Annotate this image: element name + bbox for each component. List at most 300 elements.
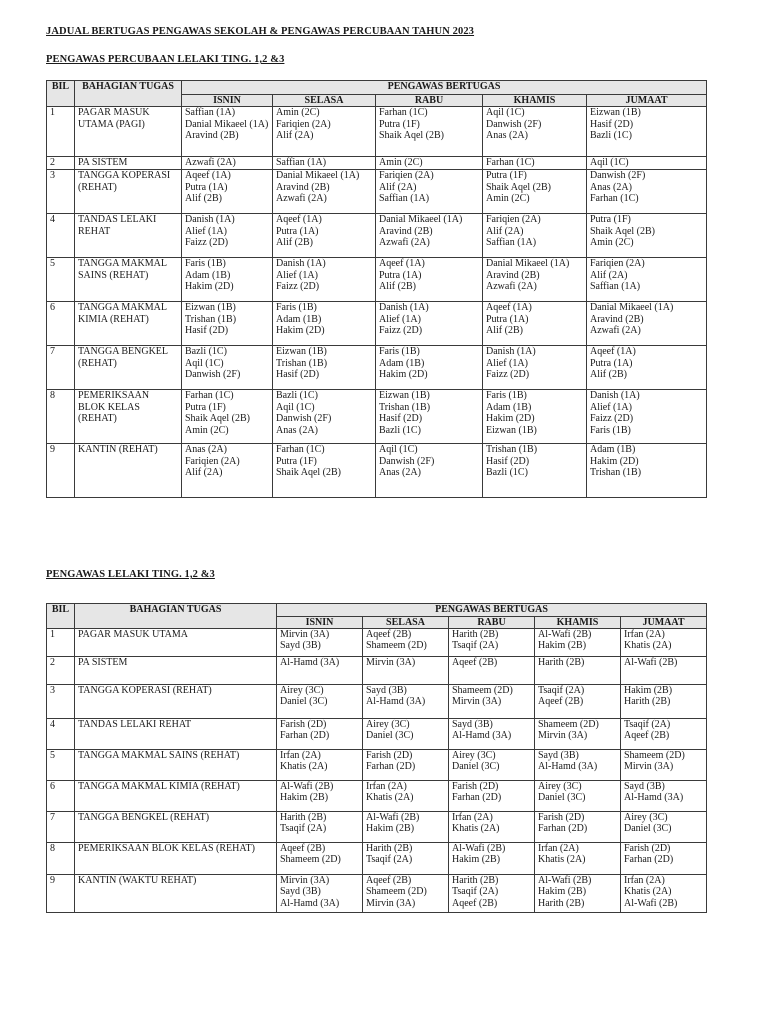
day-header-khamis: KHAMIS: [483, 95, 587, 107]
table-row: [47, 812, 707, 843]
prefect-name: Aqil (1C): [486, 107, 525, 118]
prefect-name: Alif (2B): [185, 193, 222, 205]
duty-cell-khamis: [483, 346, 587, 390]
prefect-name: Al-Hamd (3A): [624, 792, 684, 804]
prefect-name: Al-Hamd (3A): [538, 761, 598, 773]
prefect-name: Tsaqif (2A): [452, 886, 499, 898]
prefect-name: Fariqien (2A): [486, 214, 541, 225]
prefect-name: Putra (1A): [590, 357, 633, 369]
col-pengawas-header: PENGAWAS BERTUGAS: [277, 604, 707, 617]
prefect-name: Adam (1B): [486, 401, 532, 413]
prefect-name: Aravind (2B): [379, 225, 433, 237]
prefect-name: Aqeef (1A): [185, 170, 231, 181]
prefect-name: Airey (3C): [624, 812, 668, 824]
prefect-name: Shameem (2D): [366, 886, 427, 898]
prefect-name: Danial Mikaeel (1A): [185, 118, 269, 130]
prefect-name: Alief (1A): [590, 401, 632, 413]
prefect-name: Eizwan (1B): [185, 302, 236, 313]
prefect-name: Hakim (2D): [379, 369, 428, 381]
prefect-name: Amin (2C): [590, 237, 634, 249]
prefect-name: Putra (1A): [185, 181, 228, 193]
duty-area: TANGGA MAKMAL SAINS (REHAT): [75, 750, 277, 781]
duty-cell-selasa: [363, 719, 449, 750]
prefect-name: Mirvin (3A): [366, 657, 416, 669]
prefect-name: Danial Mikaeel (1A): [379, 214, 463, 225]
prefect-name: Tsaqif (2A): [452, 640, 499, 652]
prefect-name: Hasif (2D): [590, 118, 634, 130]
prefect-name: Saffian (1A): [185, 107, 236, 118]
prefect-name: Aqeef (2B): [452, 897, 498, 909]
prefect-name: Aqeef (1A): [590, 346, 636, 357]
prefect-name: Hakim (2B): [452, 854, 501, 866]
prefect-name: Hakim (2B): [538, 886, 587, 898]
duty-cell-selasa: [273, 107, 376, 157]
prefect-name: Irfan (2A): [624, 629, 665, 641]
prefect-name: Anas (2A): [486, 130, 528, 142]
prefect-name: Alif (2A): [486, 225, 524, 237]
prefect-name: Aqeef (2B): [624, 730, 670, 742]
duty-cell-jumaat: [587, 444, 707, 498]
prefect-name: Fariqien (2A): [379, 170, 434, 181]
duty-cell-rabu: [449, 781, 535, 812]
duty-cell-jumaat: [587, 214, 707, 258]
day-header-jumaat: JUMAAT: [621, 617, 707, 629]
table-row: [47, 657, 707, 685]
table-row: [47, 843, 707, 875]
prefect-name: Hakim (2B): [280, 792, 329, 804]
prefect-name: Al-Wafi (2B): [280, 781, 334, 793]
row-number: 6: [47, 302, 75, 346]
prefect-name: Bazli (1C): [590, 130, 632, 142]
prefect-name: Shaik Aqel (2B): [185, 413, 250, 425]
prefect-name: Danwish (2F): [486, 118, 542, 130]
duty-cell-khamis: [483, 170, 587, 214]
table-row: [47, 214, 707, 258]
prefect-name: Shaik Aqel (2B): [276, 467, 341, 479]
duty-area: PEMERIKSAAN BLOK KELAS (REHAT): [75, 390, 182, 444]
day-header-isnin: ISNIN: [182, 95, 273, 107]
prefect-name: Anas (2A): [379, 467, 421, 479]
duty-cell-rabu: [376, 157, 483, 170]
prefect-name: Hakim (2B): [624, 685, 673, 697]
duty-cell-rabu: [376, 214, 483, 258]
prefect-name: Daniel (3C): [280, 696, 328, 708]
prefect-name: Eizwan (1B): [590, 107, 641, 118]
prefect-name: Farish (2D): [366, 750, 413, 762]
duty-cell-jumaat: [621, 750, 707, 781]
prefect-name: Saffian (1A): [379, 193, 430, 205]
prefect-name: Trishan (1B): [276, 357, 328, 369]
prefect-name: Putra (1F): [590, 214, 631, 225]
prefect-name: Danial Mikaeel (1A): [276, 170, 360, 181]
prefect-name: Sayd (3B): [280, 640, 321, 652]
duty-area: TANGGA KOPERASI (REHAT): [75, 170, 182, 214]
table-row: [47, 444, 707, 498]
prefect-name: Alif (2A): [276, 130, 314, 142]
prefect-name: Shameem (2D): [366, 640, 427, 652]
duty-cell-khamis: [483, 258, 587, 302]
prefect-name: Airey (3C): [280, 685, 324, 697]
table-row: [47, 629, 707, 657]
prefect-name: Al-Hamd (3A): [366, 696, 426, 708]
duty-cell-rabu: [376, 170, 483, 214]
prefect-name: Alif (2A): [185, 467, 223, 479]
prefect-name: Al-Wafi (2B): [624, 657, 678, 669]
prefect-name: Eizwan (1B): [276, 346, 327, 357]
duty-cell-khamis: [483, 390, 587, 444]
prefect-name: Alif (2A): [379, 181, 417, 193]
duty-cell-isnin: [277, 750, 363, 781]
col-bil-header: BIL: [47, 81, 75, 107]
duty-cell-khamis: [535, 629, 621, 657]
prefect-name: Alif (2A): [590, 269, 628, 281]
prefect-name: Harith (2B): [366, 843, 413, 855]
prefect-name: Khatis (2A): [624, 886, 672, 898]
duty-area: PAGAR MASUK UTAMA: [75, 629, 277, 657]
duty-area: TANGGA BENGKEL (REHAT): [75, 812, 277, 843]
row-number: 5: [47, 258, 75, 302]
prefect-name: Bazli (1C): [379, 424, 421, 436]
duty-area: TANGGA MAKMAL KIMIA (REHAT): [75, 302, 182, 346]
prefect-name: Alif (2B): [379, 281, 416, 293]
duty-area: TANGGA BENGKEL (REHAT): [75, 346, 182, 390]
duty-cell-selasa: [363, 685, 449, 719]
prefect-name: Harith (2B): [280, 812, 327, 824]
duty-area: PA SISTEM: [75, 157, 182, 170]
duty-cell-khamis: [535, 719, 621, 750]
day-header-selasa: SELASA: [273, 95, 376, 107]
duty-area: TANGGA MAKMAL KIMIA (REHAT): [75, 781, 277, 812]
prefect-name: Putra (1F): [185, 401, 226, 413]
prefect-name: Shameem (2D): [452, 685, 513, 697]
prefect-name: Alief (1A): [185, 225, 227, 237]
prefect-name: Tsaqif (2A): [280, 823, 327, 835]
prefect-name: Trishan (1B): [185, 313, 237, 325]
duty-cell-isnin: [277, 875, 363, 913]
prefect-name: Farhan (2D): [452, 792, 502, 804]
duty-cell-rabu: [449, 629, 535, 657]
duty-cell-selasa: [363, 657, 449, 685]
prefect-name: Putra (1F): [379, 118, 420, 130]
prefect-name: Sayd (3B): [538, 750, 579, 762]
duty-area: PA SISTEM: [75, 657, 277, 685]
prefect-name: Bazli (1C): [276, 390, 318, 401]
prefect-name: Azwafi (2A): [590, 325, 641, 337]
duty-cell-selasa: [273, 346, 376, 390]
prefect-name: Daniel (3C): [624, 823, 672, 835]
duty-cell-khamis: [535, 781, 621, 812]
duty-cell-isnin: [277, 719, 363, 750]
prefect-name: Danial Mikaeel (1A): [486, 258, 570, 269]
prefect-name: Khatis (2A): [538, 854, 586, 866]
duty-cell-isnin: [277, 843, 363, 875]
prefect-name: Danwish (2F): [379, 455, 435, 467]
prefect-name: Fariqien (2A): [185, 455, 240, 467]
prefect-name: Daniel (3C): [538, 792, 586, 804]
duty-cell-jumaat: [621, 875, 707, 913]
prefect-name: Hakim (2D): [185, 281, 234, 293]
row-number: 2: [47, 657, 75, 685]
duty-cell-isnin: [182, 214, 273, 258]
duty-cell-isnin: [182, 170, 273, 214]
prefect-name: Adam (1B): [379, 357, 425, 369]
duty-cell-jumaat: [587, 258, 707, 302]
prefect-name: Shaik Aqel (2B): [486, 181, 551, 193]
prefect-name: Irfan (2A): [452, 812, 493, 824]
prefect-name: Anas (2A): [590, 181, 632, 193]
prefect-name: Danish (1A): [590, 390, 640, 401]
row-number: 9: [47, 875, 75, 913]
prefect-name: Anas (2A): [185, 444, 227, 455]
prefect-name: Harith (2B): [452, 629, 499, 641]
duty-cell-khamis: [483, 214, 587, 258]
prefect-name: Amin (2C): [185, 424, 229, 436]
duty-cell-khamis: [535, 657, 621, 685]
duty-area: PEMERIKSAAN BLOK KELAS (REHAT): [75, 843, 277, 875]
duty-cell-jumaat: [587, 157, 707, 170]
prefect-name: Danwish (2F): [185, 369, 241, 381]
prefect-name: Farish (2D): [452, 781, 499, 793]
prefect-name: Saffian (1A): [276, 157, 327, 168]
prefect-name: Shaik Aqel (2B): [379, 130, 444, 142]
row-number: 1: [47, 107, 75, 157]
duty-cell-rabu: [376, 107, 483, 157]
duty-cell-jumaat: [621, 629, 707, 657]
prefect-name: Farhan (2D): [538, 823, 588, 835]
prefect-name: Bazli (1C): [185, 346, 227, 357]
duty-cell-rabu: [449, 843, 535, 875]
prefect-name: Aqeef (2B): [366, 629, 412, 641]
prefect-name: Farish (2D): [624, 843, 671, 855]
prefect-name: Irfan (2A): [624, 875, 665, 887]
table-row: [47, 875, 707, 913]
duty-cell-rabu: [376, 444, 483, 498]
prefect-name: Faris (1B): [185, 258, 226, 269]
prefect-name: Aqil (1C): [185, 357, 224, 369]
table-row: [47, 107, 707, 157]
prefect-name: Trishan (1B): [590, 467, 642, 479]
pengawas-duty-table: [46, 603, 707, 913]
duty-cell-isnin: [277, 781, 363, 812]
prefect-name: Farhan (1C): [590, 193, 639, 205]
prefect-name: Airey (3C): [538, 781, 582, 793]
table-row: [47, 258, 707, 302]
table-row: [47, 157, 707, 170]
duty-cell-rabu: [449, 750, 535, 781]
duty-cell-isnin: [277, 812, 363, 843]
duty-area: TANGGA KOPERASI (REHAT): [75, 685, 277, 719]
prefect-name: Farish (2D): [280, 719, 327, 731]
percubaan-duty-table: [46, 80, 707, 498]
duty-cell-selasa: [273, 302, 376, 346]
prefect-name: Mirvin (3A): [452, 696, 502, 708]
row-number: 2: [47, 157, 75, 170]
col-bil-header: BIL: [47, 604, 75, 629]
prefect-name: Adam (1B): [276, 313, 322, 325]
prefect-name: Faris (1B): [379, 346, 420, 357]
duty-area: TANGGA MAKMAL SAINS (REHAT): [75, 258, 182, 302]
row-number: 8: [47, 390, 75, 444]
prefect-name: Airey (3C): [366, 719, 410, 731]
duty-cell-rabu: [449, 812, 535, 843]
table-row: [47, 750, 707, 781]
table-row: [47, 719, 707, 750]
prefect-name: Harith (2B): [452, 875, 499, 887]
duty-cell-jumaat: [621, 843, 707, 875]
prefect-name: Tsaqif (2A): [538, 685, 585, 697]
prefect-name: Aravind (2B): [486, 269, 540, 281]
prefect-name: Aqeef (1A): [486, 302, 532, 313]
prefect-name: Azwafi (2A): [185, 157, 236, 168]
duty-cell-selasa: [363, 843, 449, 875]
row-number: 1: [47, 629, 75, 657]
duty-cell-rabu: [449, 685, 535, 719]
prefect-name: Khatis (2A): [366, 792, 414, 804]
prefect-name: Fariqien (2A): [276, 118, 331, 130]
duty-cell-isnin: [277, 657, 363, 685]
duty-cell-selasa: [273, 258, 376, 302]
duty-area: TANDAS LELAKI REHAT: [75, 214, 182, 258]
prefect-name: Al-Wafi (2B): [366, 812, 420, 824]
prefect-name: Farhan (1C): [276, 444, 325, 455]
prefect-name: Harith (2B): [624, 696, 671, 708]
duty-cell-selasa: [273, 390, 376, 444]
prefect-name: Faizz (2D): [486, 369, 530, 381]
duty-area: KANTIN (REHAT): [75, 444, 182, 498]
duty-cell-jumaat: [621, 657, 707, 685]
prefect-name: Amin (2C): [486, 193, 530, 205]
prefect-name: Danish (1A): [185, 214, 235, 225]
prefect-name: Putra (1A): [486, 313, 529, 325]
row-number: 8: [47, 843, 75, 875]
prefect-name: Azwafi (2A): [379, 237, 430, 249]
duty-cell-khamis: [535, 750, 621, 781]
prefect-name: Eizwan (1B): [379, 390, 430, 401]
table-row: [47, 346, 707, 390]
duty-cell-jumaat: [587, 302, 707, 346]
prefect-name: Farhan (2D): [624, 854, 674, 866]
duty-cell-khamis: [483, 107, 587, 157]
prefect-name: Shameem (2D): [624, 750, 685, 762]
prefect-name: Hasif (2D): [486, 455, 530, 467]
prefect-name: Aqeef (2B): [280, 843, 326, 855]
prefect-name: Alif (2B): [590, 369, 627, 381]
prefect-name: Shameem (2D): [280, 854, 341, 866]
row-number: 4: [47, 214, 75, 258]
prefect-name: Adam (1B): [185, 269, 231, 281]
prefect-name: Aravind (2B): [276, 181, 330, 193]
table-row: [47, 781, 707, 812]
row-number: 6: [47, 781, 75, 812]
prefect-name: Trishan (1B): [486, 444, 538, 455]
prefect-name: Aqeef (1A): [379, 258, 425, 269]
duty-cell-khamis: [535, 843, 621, 875]
prefect-name: Khatis (2A): [624, 640, 672, 652]
prefect-name: Farhan (2D): [366, 761, 416, 773]
prefect-name: Aqeef (2B): [366, 875, 412, 887]
table-row: [47, 685, 707, 719]
prefect-name: Azwafi (2A): [276, 193, 327, 205]
duty-cell-selasa: [273, 214, 376, 258]
prefect-name: Danish (1A): [486, 346, 536, 357]
day-header-khamis: KHAMIS: [535, 617, 621, 629]
duty-cell-selasa: [363, 875, 449, 913]
duty-cell-selasa: [273, 444, 376, 498]
prefect-name: Khatis (2A): [280, 761, 328, 773]
duty-cell-jumaat: [621, 812, 707, 843]
row-number: 9: [47, 444, 75, 498]
duty-cell-isnin: [182, 390, 273, 444]
prefect-name: Faris (1B): [276, 302, 317, 313]
prefect-name: Alief (1A): [379, 313, 421, 325]
table-row: [47, 170, 707, 214]
prefect-name: Al-Wafi (2B): [538, 629, 592, 641]
section1-heading: PENGAWAS PERCUBAAN LELAKI TING. 1,2 &3: [46, 54, 285, 65]
duty-cell-selasa: [363, 812, 449, 843]
prefect-name: Sayd (3B): [624, 781, 665, 793]
day-header-isnin: ISNIN: [277, 617, 363, 629]
prefect-name: Danish (1A): [276, 258, 326, 269]
prefect-name: Danish (1A): [379, 302, 429, 313]
prefect-name: Faizz (2D): [590, 413, 634, 425]
prefect-name: Adam (1B): [590, 444, 636, 455]
duty-cell-jumaat: [587, 390, 707, 444]
prefect-name: Farhan (1C): [379, 107, 428, 118]
duty-cell-isnin: [182, 444, 273, 498]
duty-cell-khamis: [535, 685, 621, 719]
prefect-name: Daniel (3C): [452, 761, 500, 773]
prefect-name: Amin (2C): [276, 107, 320, 118]
duty-cell-rabu: [449, 657, 535, 685]
col-bahagian-header: BAHAGIAN TUGAS: [75, 81, 182, 107]
prefect-name: Amin (2C): [379, 157, 423, 168]
prefect-name: Tsaqif (2A): [366, 854, 413, 866]
prefect-name: Mirvin (3A): [280, 629, 330, 641]
prefect-name: Hasif (2D): [276, 369, 320, 381]
prefect-name: Hakim (2D): [486, 413, 535, 425]
prefect-name: Trishan (1B): [379, 401, 431, 413]
duty-cell-jumaat: [587, 346, 707, 390]
prefect-name: Daniel (3C): [366, 730, 414, 742]
document-title: JADUAL BERTUGAS PENGAWAS SEKOLAH & PENGAWAS PERCUBAAN TAHUN 2023: [46, 26, 475, 37]
duty-cell-isnin: [182, 258, 273, 302]
duty-cell-khamis: [535, 875, 621, 913]
prefect-name: Khatis (2A): [452, 823, 500, 835]
day-header-jumaat: JUMAAT: [587, 95, 707, 107]
prefect-name: Al-Wafi (2B): [538, 875, 592, 887]
prefect-name: Putra (1F): [276, 455, 317, 467]
prefect-name: Saffian (1A): [486, 237, 537, 249]
duty-cell-isnin: [182, 107, 273, 157]
prefect-name: Harith (2B): [538, 897, 585, 909]
prefect-name: Alif (2B): [486, 325, 523, 337]
prefect-name: Farish (2D): [538, 812, 585, 824]
prefect-name: Bazli (1C): [486, 467, 528, 479]
prefect-name: Al-Wafi (2B): [624, 897, 678, 909]
prefect-name: Farhan (2D): [280, 730, 330, 742]
prefect-name: Farhan (1C): [486, 157, 535, 168]
prefect-name: Hakim (2B): [538, 640, 587, 652]
prefect-name: Alif (2B): [276, 237, 313, 249]
duty-cell-rabu: [376, 346, 483, 390]
day-header-rabu: RABU: [376, 95, 483, 107]
duty-cell-rabu: [376, 390, 483, 444]
duty-area: TANDAS LELAKI REHAT: [75, 719, 277, 750]
prefect-name: Airey (3C): [452, 750, 496, 762]
prefect-name: Putra (1F): [486, 170, 527, 181]
prefect-name: Faizz (2D): [379, 325, 423, 337]
prefect-name: Mirvin (3A): [366, 897, 416, 909]
